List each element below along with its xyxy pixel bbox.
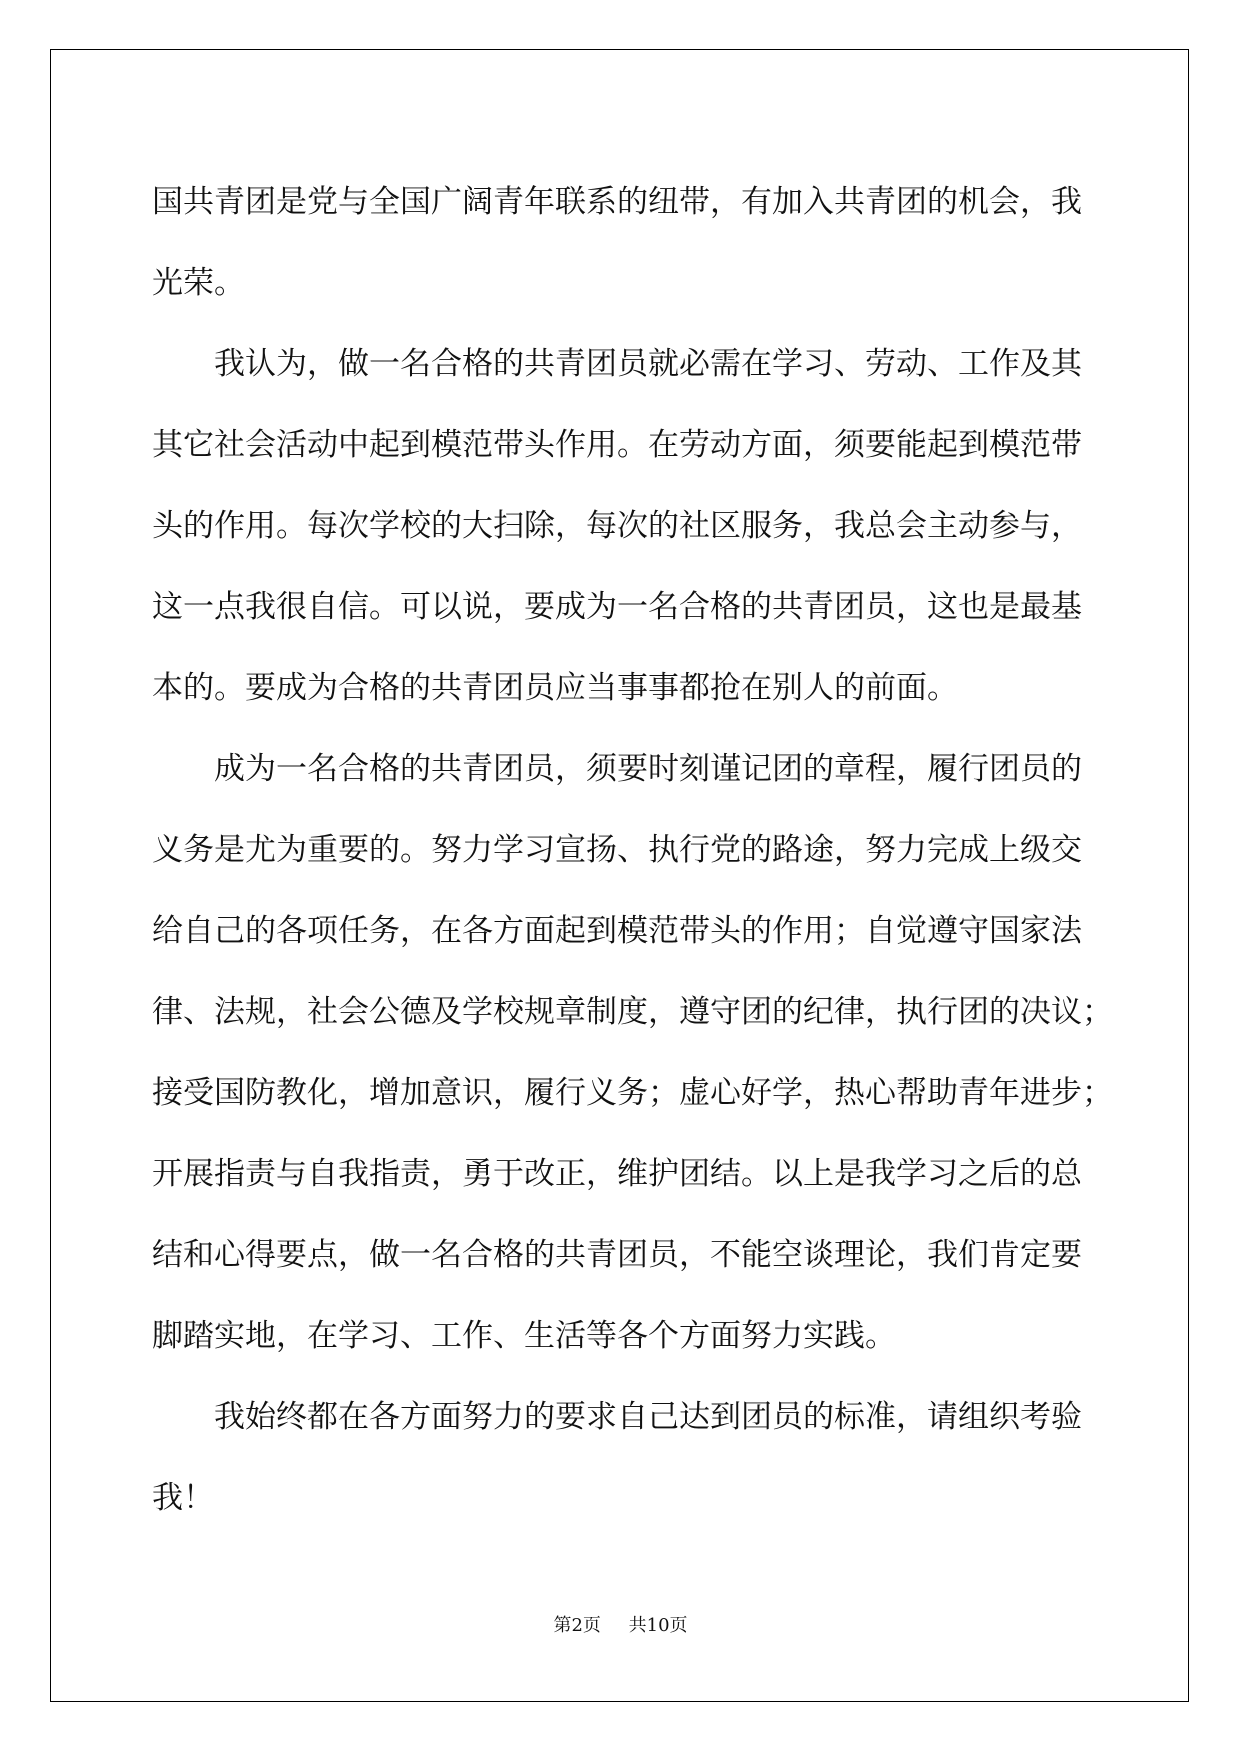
text-line-14: 结和心得要点，做一名合格的共青团员，不能空谈理论，我们肯定要	[152, 1237, 1082, 1273]
text-line-6: 这一点我很自信。可以说，要成为一名合格的共青团员，这也是最基	[152, 589, 1082, 625]
text-line-12: 接受国防教化，增加意识，履行义务；虚心好学，热心帮助青年进步；	[152, 1075, 1113, 1111]
page-number: 第2页	[553, 1615, 601, 1636]
text-line-4: 其它社会活动中起到模范带头作用。在劳动方面，须要能起到模范带	[152, 427, 1082, 463]
text-line-5: 头的作用。每次学校的大扫除，每次的社区服务，我总会主动参与，	[152, 508, 1082, 544]
text-line-8: 成为一名合格的共青团员，须要时刻谨记团的章程，履行团员的	[214, 751, 1082, 787]
text-line-3: 我认为，做一名合格的共青团员就必需在学习、劳动、工作及其	[214, 346, 1082, 382]
page-total: 共10页	[628, 1615, 688, 1636]
text-line-16: 我始终都在各方面努力的要求自己达到团员的标准，请组织考验	[214, 1399, 1082, 1435]
text-line-17: 我！	[152, 1480, 214, 1516]
text-line-13: 开展指责与自我指责，勇于改正，维护团结。以上是我学习之后的总	[152, 1156, 1082, 1192]
text-line-9: 义务是尤为重要的。努力学习宣扬、执行党的路途，努力完成上级交	[152, 832, 1082, 868]
text-line-7: 本的。要成为合格的共青团员应当事事都抢在别人的前面。	[152, 670, 958, 706]
text-line-2: 光荣。	[152, 265, 245, 301]
text-line-1: 国共青团是党与全国广阔青年联系的纽带，有加入共青团的机会，我	[152, 184, 1082, 220]
text-line-10: 给自己的各项任务，在各方面起到模范带头的作用；自觉遵守国家法	[152, 913, 1082, 949]
text-line-15: 脚踏实地，在学习、工作、生活等各个方面努力实践。	[152, 1318, 896, 1354]
document-body	[152, 162, 1113, 1539]
text-line-11: 律、法规，社会公德及学校规章制度，遵守团的纪律，执行团的决议；	[152, 994, 1113, 1030]
page-footer	[0, 1611, 1241, 1637]
